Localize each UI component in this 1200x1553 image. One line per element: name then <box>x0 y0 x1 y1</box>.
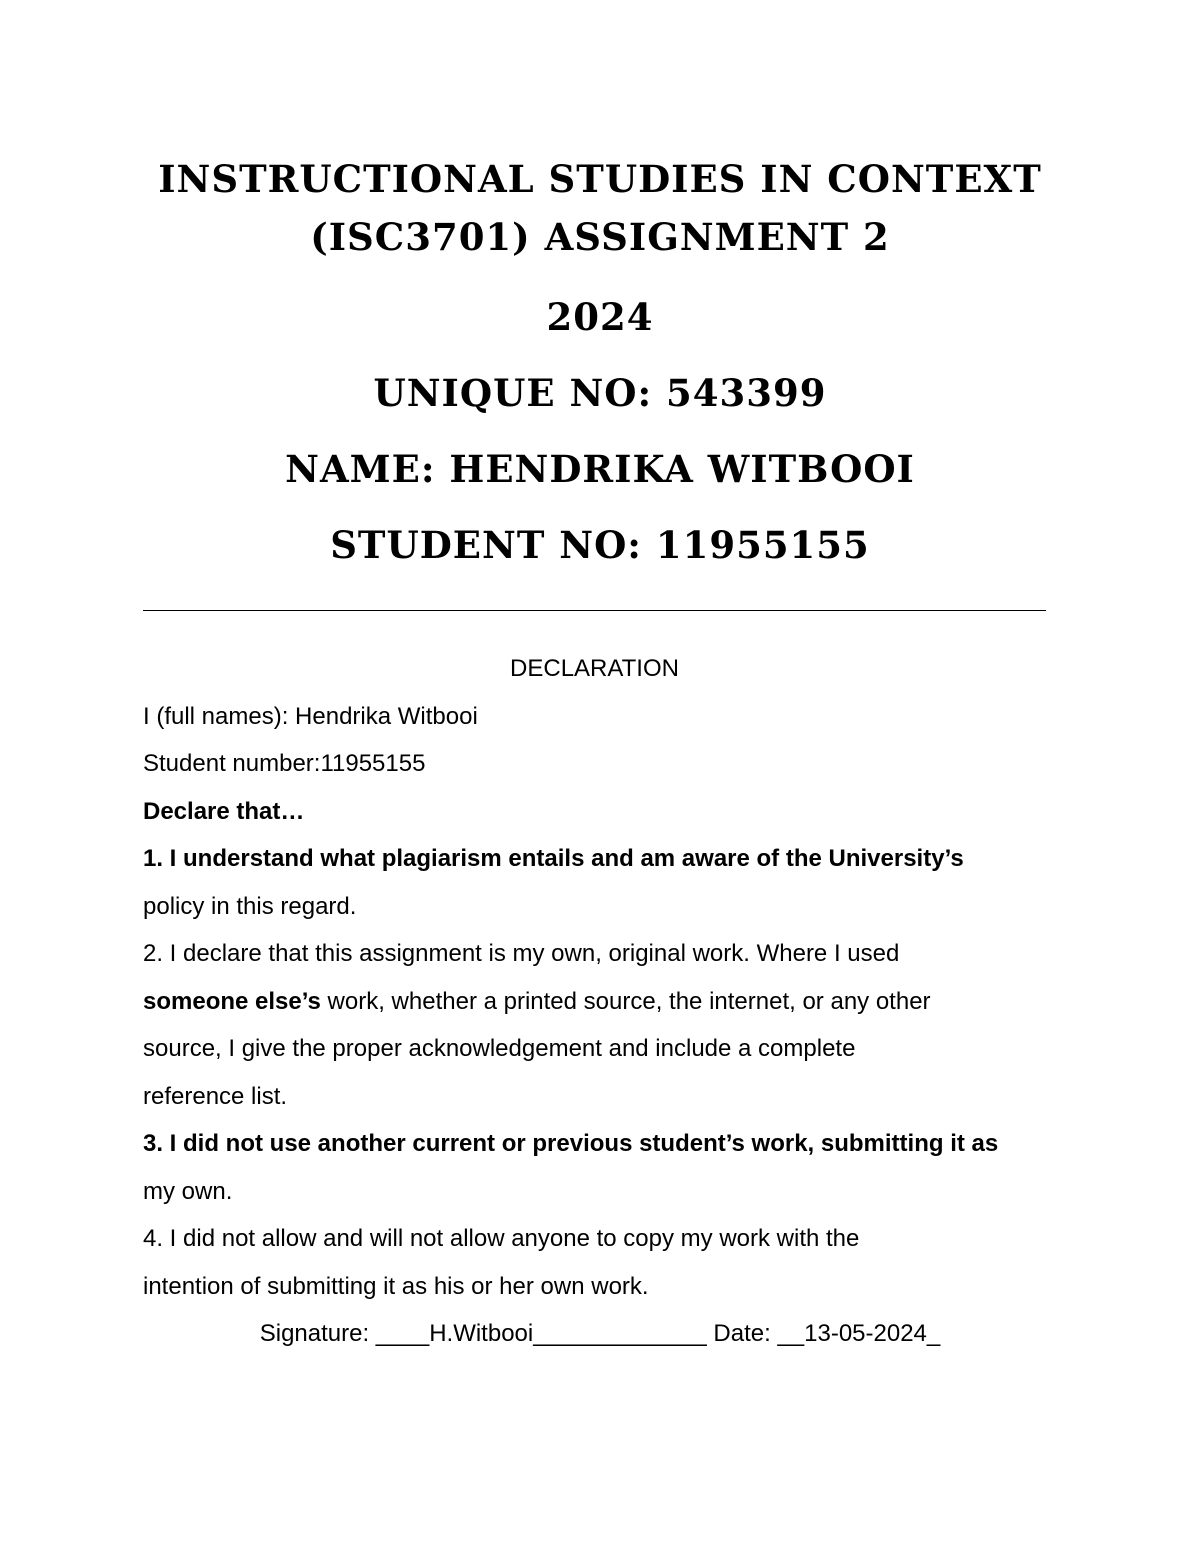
declaration-section <box>143 645 1063 1358</box>
declaration-item-3-line1: 3. I did not use another current or previous student’s work, submitting it as <box>143 1130 999 1157</box>
unique-number: UNIQUE NO: 543399 <box>373 371 827 415</box>
declaration-item-2-line4: reference list. <box>143 1082 288 1110</box>
horizontal-divider <box>143 610 1046 611</box>
full-names-line: I (full names): Hendrika Witbooi <box>143 702 478 730</box>
declaration-item-4-line1: 4. I did not allow and will not allow anyone to copy my work with the <box>143 1225 860 1252</box>
declaration-item-1-line1: 1. I understand what plagiarism entails and am aware of the University’s <box>143 845 964 872</box>
signature-date-line: Signature: ____H.Witbooi_____________ Date: __13-05-2024_ <box>259 1320 941 1347</box>
declaration-item-2-line1: 2. I declare that this assignment is my own, original work. Where I used <box>143 940 900 967</box>
student-number: STUDENT NO: 11955155 <box>330 523 870 567</box>
declaration-item-3-line2: my own. <box>143 1177 233 1205</box>
declaration-item-2-line2 <box>143 978 1063 1026</box>
cover-title-block <box>0 150 1200 574</box>
declaration-item-4-line2: intention of submitting it as his or her own work. <box>143 1272 649 1300</box>
student-name: NAME: HENDRIKA WITBOOI <box>285 447 915 491</box>
year: 2024 <box>546 295 654 339</box>
declaration-heading: DECLARATION <box>510 655 679 682</box>
declaration-item-2-line3: source, I give the proper acknowledgement and include a complete <box>143 1035 856 1062</box>
declaration-item-2-bold-phrase: someone else’s <box>143 987 321 1015</box>
declare-that-heading: Declare that… <box>143 797 305 825</box>
course-title-line2: (ISC3701) ASSIGNMENT 2 <box>310 215 890 259</box>
student-number-line: Student number:11955155 <box>143 750 426 777</box>
declaration-item-2-line2-rest: work, whether a printed source, the internet, or any other <box>320 987 931 1015</box>
declaration-item-1-line2: policy in this regard. <box>143 892 357 920</box>
course-title-line1: INSTRUCTIONAL STUDIES IN CONTEXT <box>158 157 1042 201</box>
